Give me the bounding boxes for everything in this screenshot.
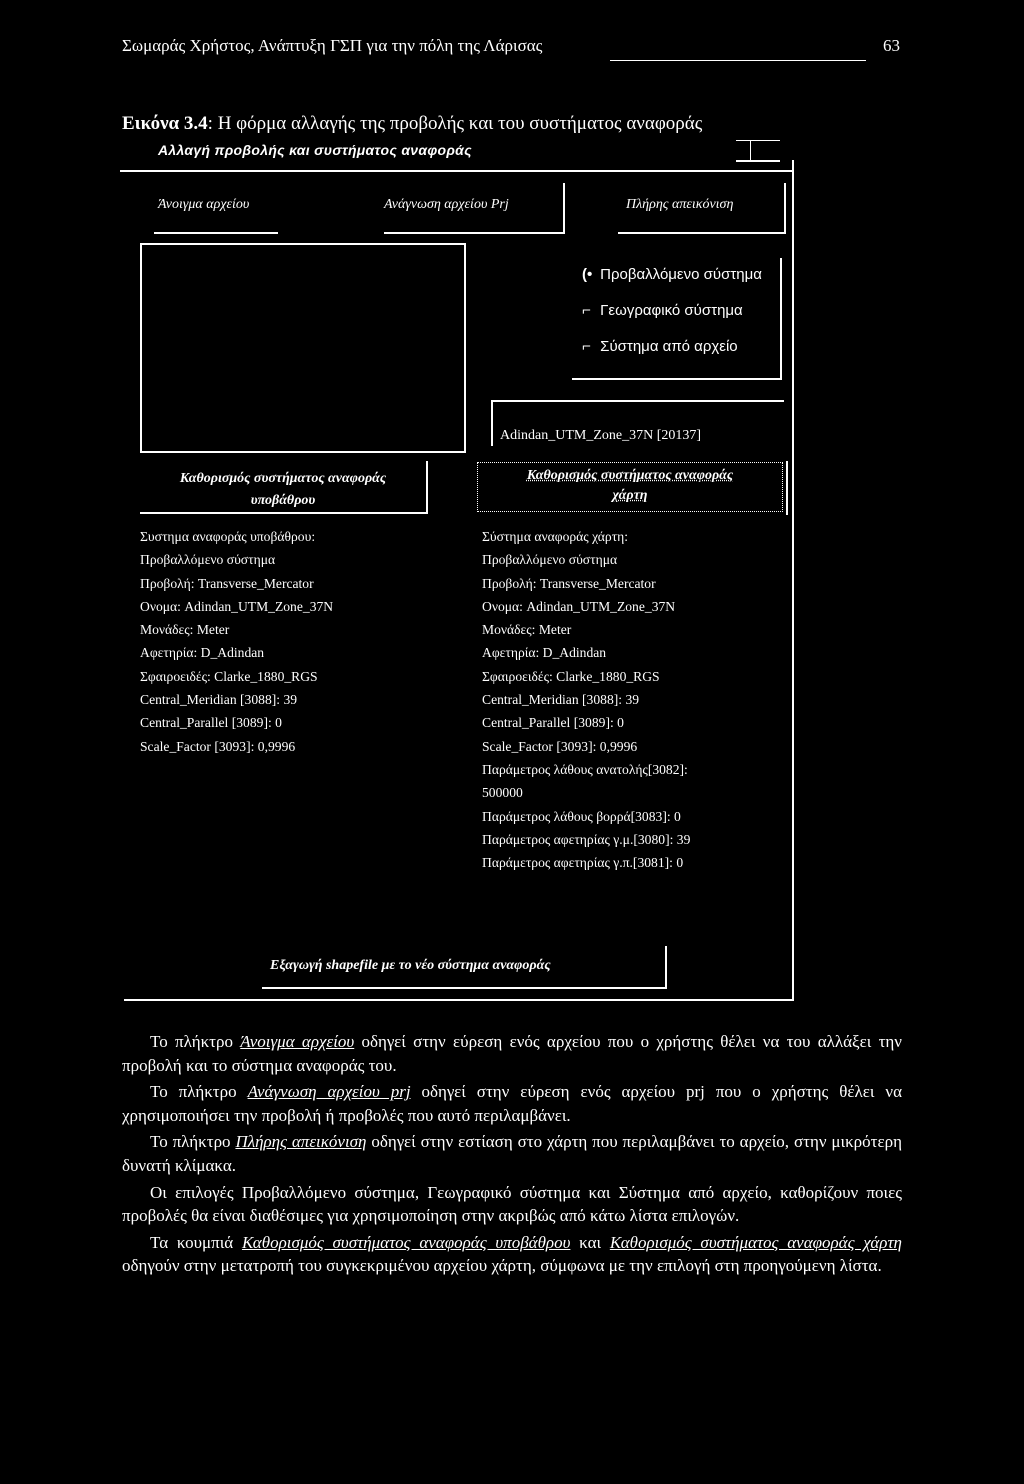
radio-group-edge bbox=[780, 258, 782, 380]
define-base-system-button[interactable] bbox=[140, 468, 426, 512]
info-line: Παράμετρος λάθους βορρά[3083]: 0 bbox=[482, 808, 681, 824]
text-run: οδηγεί στην εύρεση ενός αρχείου που ο χρήστης θέλει να του αλλάξει την προβολή και το σύστημα αναφοράς του. bbox=[122, 1032, 902, 1075]
define-base-button-edge bbox=[426, 461, 428, 513]
read-prj-button-edge bbox=[384, 232, 565, 234]
term-read-prj: Ανάγνωση αρχείου prj bbox=[247, 1082, 411, 1102]
paragraph bbox=[122, 1080, 902, 1127]
title-bar-rule bbox=[120, 170, 792, 172]
read-prj-button[interactable]: Ανάγνωση αρχείου Prj bbox=[384, 197, 509, 212]
info-line: Σφαιροειδές: Clarke_1880_RGS bbox=[482, 668, 660, 684]
info-line: Αφετηρία: D_Adindan bbox=[140, 645, 265, 661]
info-line: Προβολή: Transverse_Mercator bbox=[140, 575, 314, 591]
text-run: Τα κουμπιά bbox=[150, 1232, 242, 1252]
info-line: Συστημα αναφοράς υποβάθρου: bbox=[140, 529, 316, 544]
page-number: 63 bbox=[883, 36, 900, 55]
info-line: Προβολή: Transverse_Mercator bbox=[482, 575, 656, 591]
info-line: Scale_Factor [3093]: 0,9996 bbox=[140, 738, 296, 754]
close-button[interactable] bbox=[736, 140, 780, 162]
caption-text: : Η φόρμα αλλαγής της προβολής και του συστήματος αναφοράς bbox=[207, 113, 703, 134]
info-line: Προβαλλόμενο σύστημα bbox=[482, 552, 618, 568]
define-base-button-edge bbox=[140, 512, 428, 514]
info-line: Παράμετρος λάθους ανατολής[3082]: bbox=[482, 761, 688, 777]
text-run: οδηγεί στην εστίαση στο χάρτη που περιλαμβάνει το αρχείο, στην μικρότερη δυνατή κλίμακα. bbox=[122, 1132, 902, 1175]
info-line: Central_Meridian [3088]: 39 bbox=[482, 692, 640, 708]
button-label-line: χάρτη bbox=[612, 488, 648, 503]
text-run: οδηγούν στην μετατροπή του συγκεκριμένου αρχείου χάρτη, σύμφωνα με την επιλογή στη προηγούμενη λίστα. bbox=[122, 1256, 882, 1276]
dialog-title: Αλλαγή προβολής και συστήματος αναφοράς bbox=[158, 142, 472, 158]
button-label-line: Καθορισμός συστήματος αναφοράς bbox=[179, 471, 387, 486]
export-button-edge bbox=[262, 987, 667, 989]
define-map-button-label bbox=[482, 466, 778, 506]
button-label-line: υποβάθρου bbox=[250, 493, 316, 508]
base-system-info bbox=[140, 525, 333, 758]
paragraph bbox=[122, 1130, 902, 1177]
text-run: Το πλήκτρο bbox=[150, 1132, 236, 1152]
radio-from-file[interactable] bbox=[582, 338, 738, 355]
term-define-map: Καθορισμός συστήματος αναφοράς χάρτη bbox=[609, 1232, 902, 1252]
radio-projected[interactable] bbox=[582, 266, 762, 283]
term-define-base: Καθορισμός συστήματος αναφοράς υποβάθρου bbox=[241, 1232, 571, 1252]
radio-empty-icon: ⌐ bbox=[582, 302, 591, 319]
info-line: Σύστημα αναφοράς χάρτη: bbox=[482, 529, 629, 544]
full-extent-button[interactable]: Πλήρης απεικόνιση bbox=[626, 197, 734, 212]
radio-group-edge bbox=[572, 378, 782, 380]
text-run: και bbox=[570, 1232, 610, 1252]
paragraph bbox=[122, 1030, 902, 1077]
figure-caption bbox=[122, 113, 702, 135]
body-text bbox=[122, 1030, 902, 1278]
map-system-info bbox=[482, 525, 690, 874]
full-extent-button-edge bbox=[784, 183, 786, 233]
window-right-border bbox=[792, 160, 794, 1000]
info-line: Central_Parallel [3089]: 0 bbox=[140, 715, 282, 731]
open-file-button-edge bbox=[154, 232, 278, 234]
info-line: Παράμετρος αφετηρίας γ.π.[3081]: 0 bbox=[482, 855, 684, 871]
info-line: Προβαλλόμενο σύστημα bbox=[140, 552, 276, 568]
text-run: οδηγεί στην εύρεση ενός αρχείου prj που ο χρήστης θέλει να χρησιμοποιήσει την προβολή ή προβολές που αυτό περιλαμβάνει. bbox=[122, 1082, 902, 1125]
term-full-extent: Πλήρης απεικόνιση bbox=[235, 1132, 367, 1152]
define-map-button-edge bbox=[786, 461, 788, 515]
export-button-edge bbox=[665, 946, 667, 988]
info-line: Ονομα: Adindan_UTM_Zone_37N bbox=[140, 598, 334, 614]
info-line: Αφετηρία: D_Adindan bbox=[482, 645, 607, 661]
paragraph bbox=[122, 1231, 902, 1278]
caption-label: Εικόνα 3.4 bbox=[122, 113, 208, 134]
button-label-line: Καθορισμός συστήματος αναφοράς bbox=[526, 468, 734, 483]
open-file-button[interactable]: Άνοιγμα αρχείου bbox=[158, 197, 250, 212]
map-preview[interactable] bbox=[140, 243, 466, 453]
system-list-value: Adindan_UTM_Zone_37N [20137] bbox=[500, 428, 702, 443]
export-shapefile-button[interactable]: Εξαγωγή shapefile με το νέο σύστημα αναφοράς bbox=[270, 958, 551, 973]
radio-empty-icon: ⌐ bbox=[582, 338, 591, 355]
window-bottom-border bbox=[124, 999, 794, 1001]
info-line: 500000 bbox=[482, 785, 523, 801]
read-prj-button-edge bbox=[563, 183, 565, 233]
header-rule bbox=[610, 60, 866, 61]
radio-label: Γεωγραφικό σύστημα bbox=[600, 302, 743, 319]
text-run: Το πλήκτρο bbox=[150, 1032, 241, 1051]
info-line: Παράμετρος αφετηρίας γ.μ.[3080]: 39 bbox=[482, 831, 691, 847]
term-open-file: Άνοιγμα αρχείου bbox=[240, 1032, 355, 1051]
info-line: Μονάδες: Meter bbox=[482, 622, 572, 638]
info-line: Scale_Factor [3093]: 0,9996 bbox=[482, 738, 638, 754]
radio-selected-icon: (• bbox=[582, 266, 593, 283]
info-line: Μονάδες: Meter bbox=[140, 622, 230, 638]
radio-geographic[interactable] bbox=[582, 302, 743, 319]
info-line: Central_Meridian [3088]: 39 bbox=[140, 692, 298, 708]
full-extent-button-edge bbox=[618, 232, 786, 234]
info-line: Σφαιροειδές: Clarke_1880_RGS bbox=[140, 668, 318, 684]
info-line: Ονομα: Adindan_UTM_Zone_37N bbox=[482, 598, 676, 614]
radio-label: Προβαλλόμενο σύστημα bbox=[600, 266, 762, 283]
running-head: Σωμαράς Χρήστος, Ανάπτυξη ΓΣΠ για την πόλη της Λάρισας bbox=[122, 36, 543, 55]
text-run: Το πλήκτρο bbox=[150, 1082, 248, 1102]
paragraph: Οι επιλογές Προβαλλόμενο σύστημα, Γεωγραφικό σύστημα και Σύστημα από αρχείο, καθορίζουν ποιες προβολές θα είναι διαθέσιμες για χρησιμοποίηση στην ακριβώς από κάτω λίστα επιλογών. bbox=[122, 1182, 902, 1226]
radio-label: Σύστημα από αρχείο bbox=[600, 338, 738, 355]
info-line: Central_Parallel [3089]: 0 bbox=[482, 715, 624, 731]
